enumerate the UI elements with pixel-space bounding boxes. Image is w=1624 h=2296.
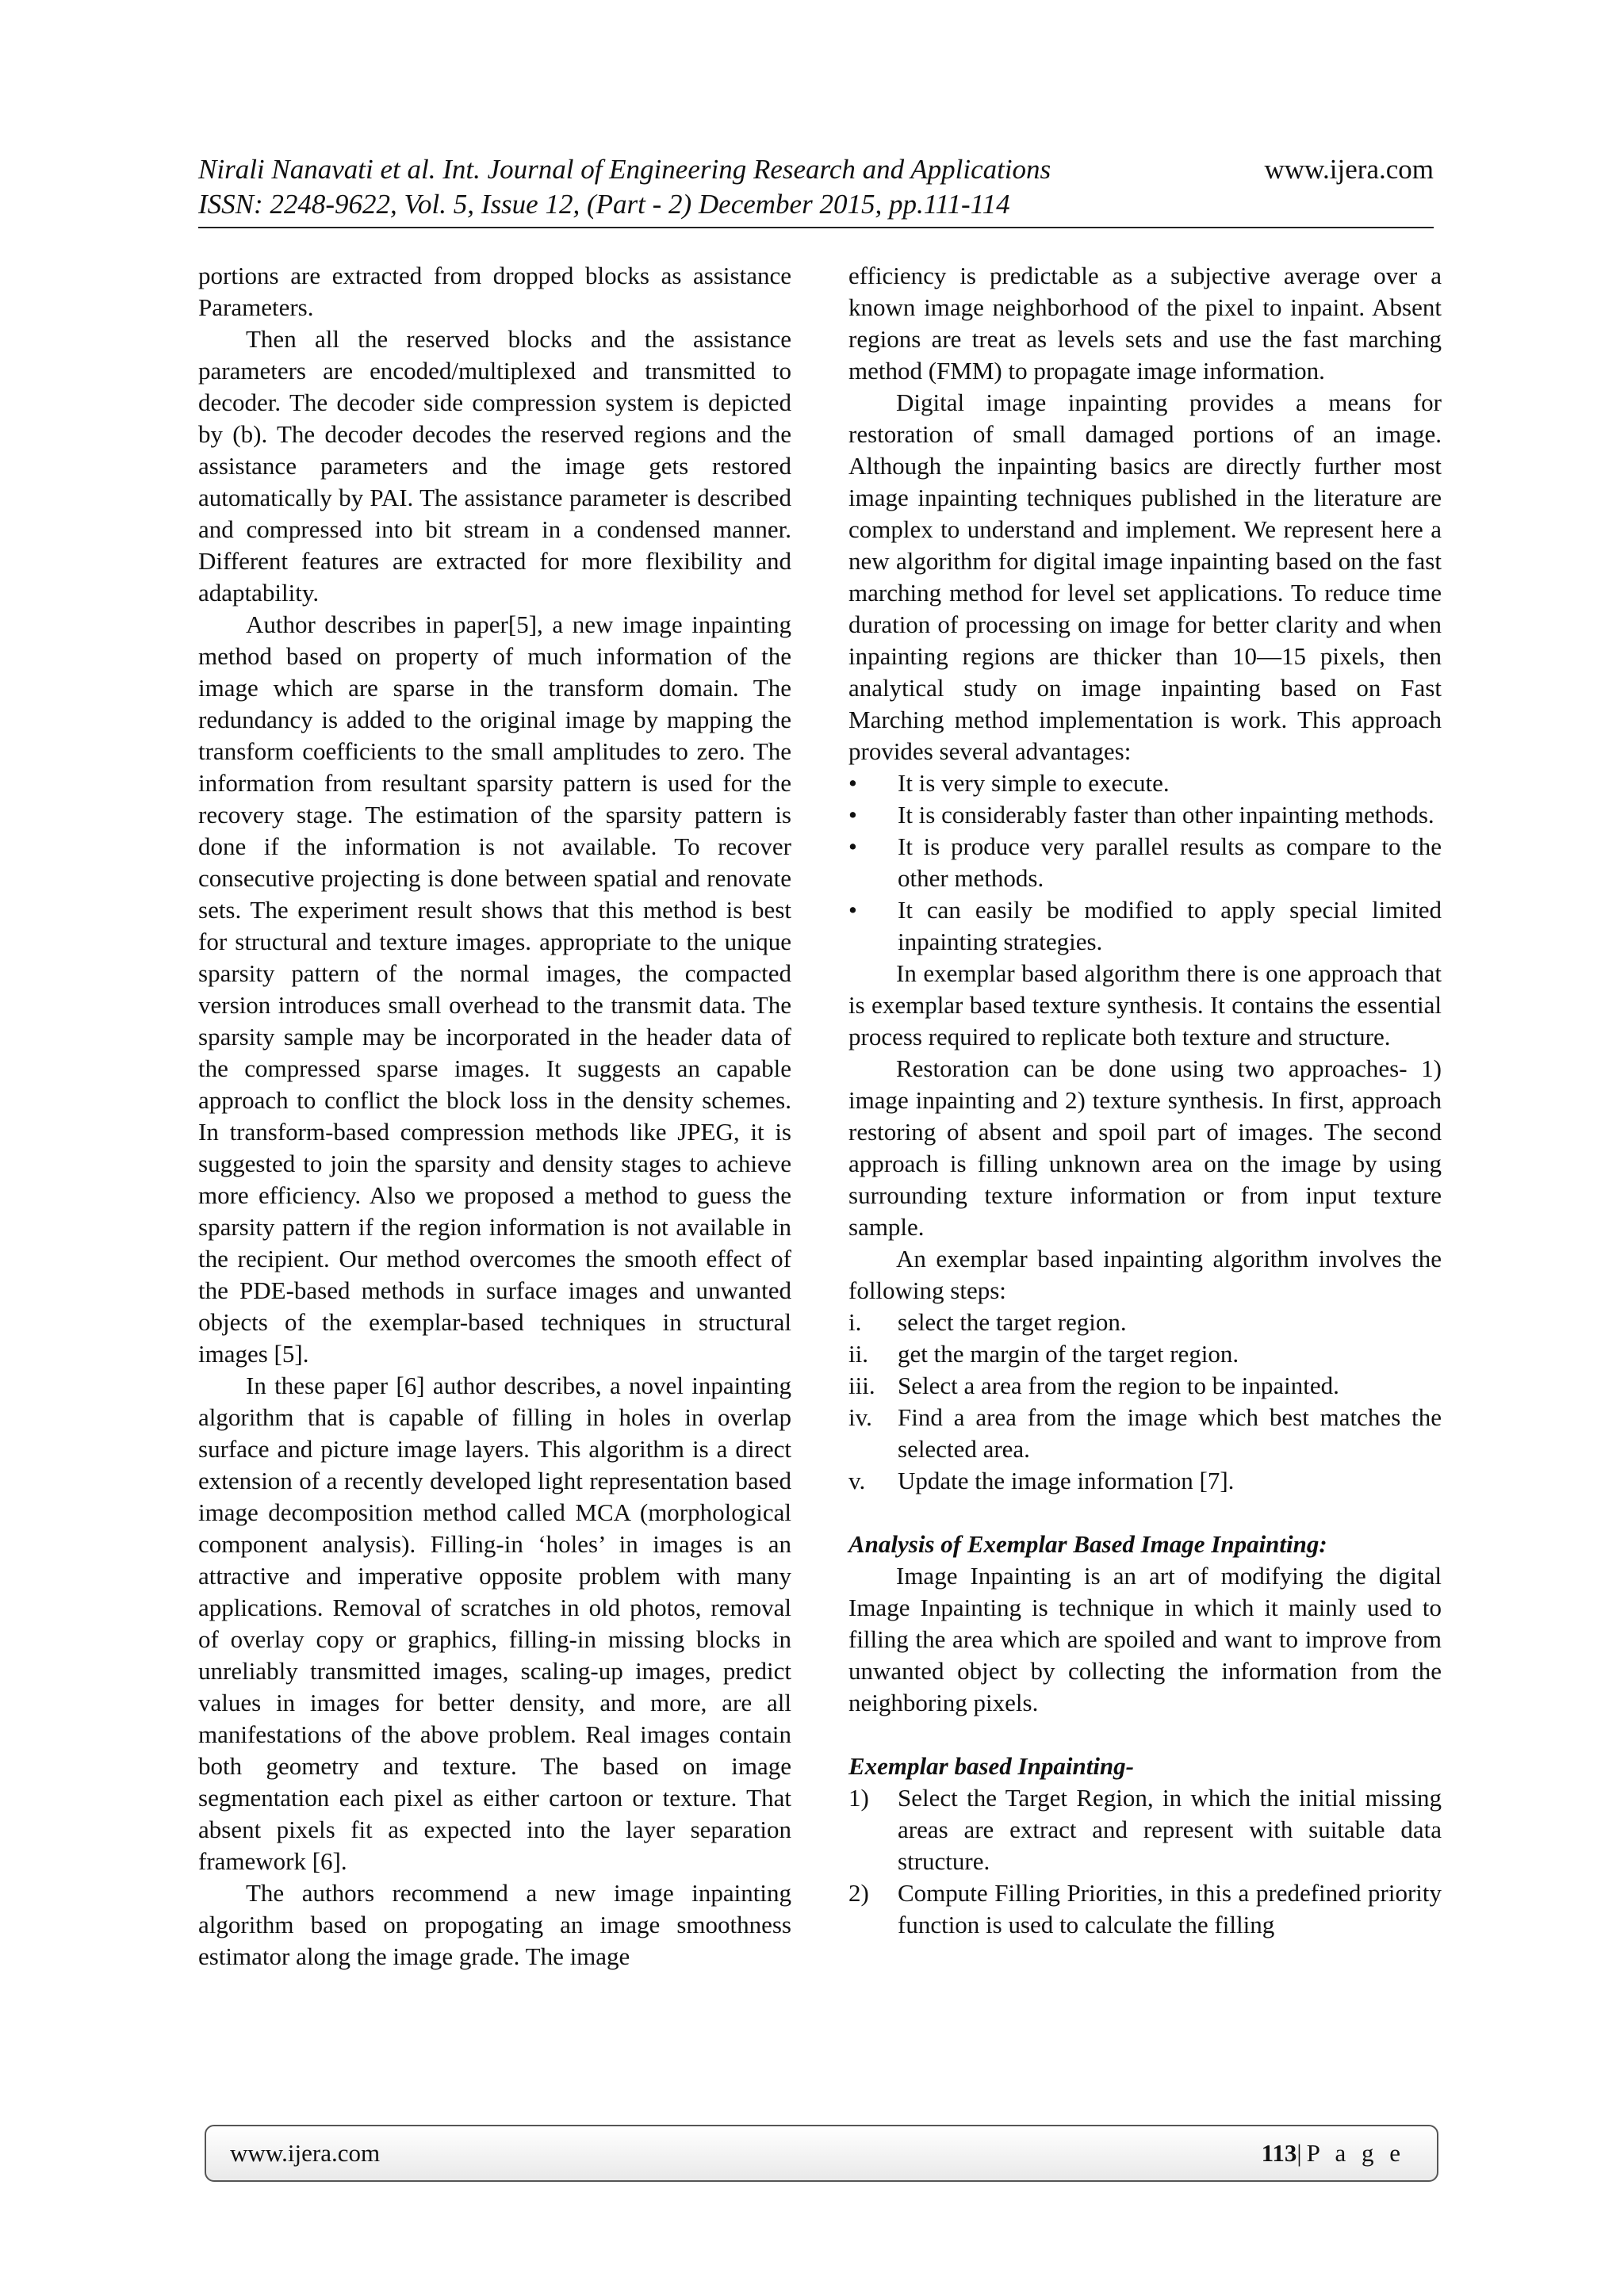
bullet-icon: •	[848, 896, 857, 924]
paragraph: Restoration can be done using two approaches- 1) image inpainting and 2) texture synthesis. In first, approach restoring of absent and spoil part of images. The second approach is filling unknown area on the image by using surrounding texture information or from input texture sample.	[848, 1054, 1442, 1241]
list-item: iii. Select a area from the region to be inpainted.	[848, 1370, 1442, 1402]
header-divider	[198, 227, 1434, 228]
journal-citation: Nirali Nanavati et al. Int. Journal of Engineering Research and Applications	[198, 154, 1051, 185]
list-marker: iii.	[848, 1372, 875, 1399]
paragraph: efficiency is predictable as a subjective average over a known image neighborhood of the pixel to inpaint. Absent regions are treat as levels sets and use the fast marching method (FMM) to propagate image information.	[848, 262, 1442, 385]
bullet-icon: •	[848, 769, 857, 797]
list-item: • It is very simple to execute.	[848, 767, 1442, 799]
paragraph: In exemplar based algorithm there is one approach that is exemplar based texture synthesis. It contains the essential process required to replicate both texture and structure.	[848, 959, 1442, 1050]
header-line-1	[198, 152, 1434, 187]
page-label: |P a g e	[1297, 2139, 1405, 2167]
paragraph: The authors recommend a new image inpainting algorithm based on propogating an image smoothness estimator along the image grade. The image	[198, 1879, 791, 1970]
paragraph: Digital image inpainting provides a means for restoration of small damaged portions of an image. Although the inpainting basics are directly further most image inpainting techniques published in the literature are complex to understand and implement. We represent here a new algorithm for digital image inpainting based on the fast marching method for level set applications. To reduce time duration of processing on image for better clarity and when inpainting regions are thicker than 10—15 pixels, then analytical study on image inpainting based on Fast Marching method implementation is work. This approach provides several advantages:	[848, 388, 1442, 765]
list-item: • It is considerably faster than other inpainting methods.	[848, 799, 1442, 831]
paragraph: Image Inpainting is an art of modifying the digital Image Inpainting is technique in which it mainly used to filling the area which are spoiled and want to improve from unwanted object by collecting the information from the neighboring pixels.	[848, 1562, 1442, 1716]
list-item: i. select the target region.	[848, 1307, 1442, 1338]
header-issn-line: ISSN: 2248-9622, Vol. 5, Issue 12, (Part - 2) December 2015, pp.111-114	[198, 189, 1010, 220]
list-item: ii. get the margin of the target region.	[848, 1338, 1442, 1370]
header-website: www.ijera.com	[1264, 154, 1434, 185]
list-marker: ii.	[848, 1340, 868, 1368]
left-column	[198, 260, 791, 1973]
list-item: iv. Find a area from the image which best matches the selected area.	[848, 1403, 1442, 1463]
page-number-value: 113	[1261, 2139, 1297, 2167]
paragraph: Then all the reserved blocks and the assistance parameters are encoded/multiplexed and transmitted to decoder. The decoder side compression system is depicted by (b). The decoder decodes the reserved regions and the assistance parameters and the image gets restored automatically by PAI. The assistance parameter is described and compressed into bit stream in a condensed manner. Different features are extracted for more flexibility and adaptability.	[198, 325, 791, 607]
section-heading: Exemplar based Inpainting-	[848, 1752, 1134, 1780]
list-item: v. Update the image information [7].	[848, 1465, 1442, 1497]
list-marker: v.	[848, 1467, 866, 1494]
advantages-list	[848, 767, 1442, 958]
paragraph: portions are extracted from dropped blocks as assistance Parameters.	[198, 262, 791, 321]
list-marker: 1)	[848, 1784, 869, 1812]
list-item: 1) Select the Target Region, in which the initial missing areas are extract and represent with suitable data structure.	[848, 1784, 1442, 1875]
bullet-icon: •	[848, 832, 857, 860]
algorithm-steps-list	[848, 1307, 1442, 1497]
section-heading: Analysis of Exemplar Based Image Inpainting:	[848, 1530, 1327, 1558]
paragraph: In these paper [6] author describes, a novel inpainting algorithm that is capable of filling in holes in overlap surface and picture image layers. This algorithm is a direct extension of a recently developed light representation based image decomposition method called MCA (morphological component analysis). Filling-in ‘holes’ in images is an attractive and imperative opposite problem with many applications. Removal of scratches in old photos, removal of overlay copy or graphics, filling-in missing blocks in unreliably transmitted images, scaling-up images, predict values in images for better density, and more, are all manifestations of the above problem. Real images contain both geometry and texture. The based on image segmentation each pixel as either cartoon or texture. That absent pixels fit as expected into the layer separation framework [6].	[198, 1372, 791, 1875]
page-number	[1262, 2126, 1405, 2180]
footer-website: www.ijera.com	[230, 2139, 381, 2167]
paragraph: Author describes in paper[5], a new image inpainting method based on property of much information of the image which are sparse in the transform domain. The redundancy is added to the original image by mapping the transform coefficients to the small amplitudes to zero. The information from resultant sparsity pattern is used for the recovery stage. The estimation of the sparsity pattern is done if the information is not available. To recover consecutive projecting is done between spatial and renovate sets. The experiment result shows that this method is best for structural and texture images. appropriate to the unique sparsity pattern of the normal images, the compacted version introduces small overhead to the transmit data. The sparsity sample may be incorporated in the header data of the compressed sparse images. It suggests an capable approach to conflict the block loss in the density schemes. In transform-based compression methods like JPEG, it is suggested to join the sparsity and density stages to achieve more efficiency. Also we proposed a method to guess the sparsity pattern if the region information is not available in the recipient. Our method overcomes the smooth effect of the PDE-based methods in surface images and unwanted objects of the exemplar-based techniques in structural images [5].	[198, 610, 791, 1368]
bullet-icon: •	[848, 801, 857, 828]
list-marker: iv.	[848, 1403, 872, 1431]
running-header	[198, 152, 1434, 222]
right-column	[848, 260, 1442, 1941]
list-item: 2) Compute Filling Priorities, in this a predefined priority function is used to calculate the filling	[848, 1879, 1442, 1938]
list-marker: i.	[848, 1308, 862, 1336]
list-item: • It can easily be modified to apply special limited inpainting strategies.	[848, 896, 1442, 955]
page-footer	[205, 2125, 1438, 2182]
numbered-list	[848, 1782, 1442, 1941]
list-item: • It is produce very parallel results as compare to the other methods.	[848, 832, 1442, 892]
paragraph: An exemplar based inpainting algorithm involves the following steps:	[848, 1245, 1442, 1304]
list-marker: 2)	[848, 1879, 869, 1907]
